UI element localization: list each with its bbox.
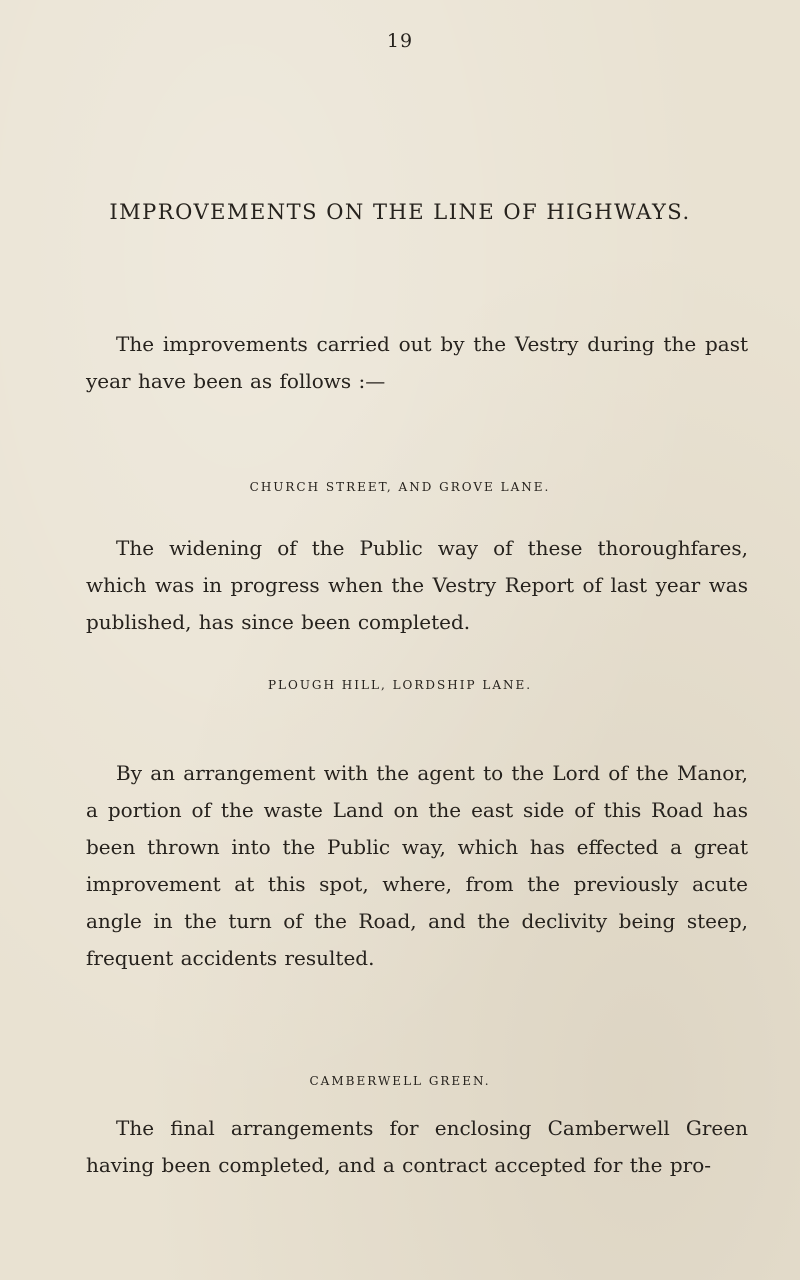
- section-heading-church-street: CHURCH STREET, AND GROVE LANE.: [249, 480, 551, 494]
- page-title: IMPROVEMENTS ON THE LINE OF HIGHWAYS.: [109, 200, 691, 224]
- section-heading-camberwell-green: CAMBERWELL GREEN.: [309, 1074, 491, 1088]
- section-body-church-street: The widening of the Public way of these thoroughfares, which was in progress when the Vestry Report of last year was published, has since been completed.: [86, 536, 748, 634]
- section-body-camberwell-green: The final arrangements for enclosing Camberwell Green having been completed, and a contract accepted for the pro-: [86, 1116, 748, 1177]
- section-body-plough-hill: By an arrangement with the agent to the Lord of the Manor, a portion of the waste Land on the east side of this Road has been thrown into the Public way, which has effected a great improvement at this spot, where, from the previously acute angle in the turn of the Road, and the declivity being steep, frequent accidents resulted.: [86, 761, 748, 970]
- section-heading-plough-hill: PLOUGH HILL, LORDSHIP LANE.: [267, 678, 533, 692]
- intro-paragraph: The improvements carried out by the Vestry during the past year have been as follows :—: [86, 332, 748, 393]
- page-number: 19: [386, 30, 414, 52]
